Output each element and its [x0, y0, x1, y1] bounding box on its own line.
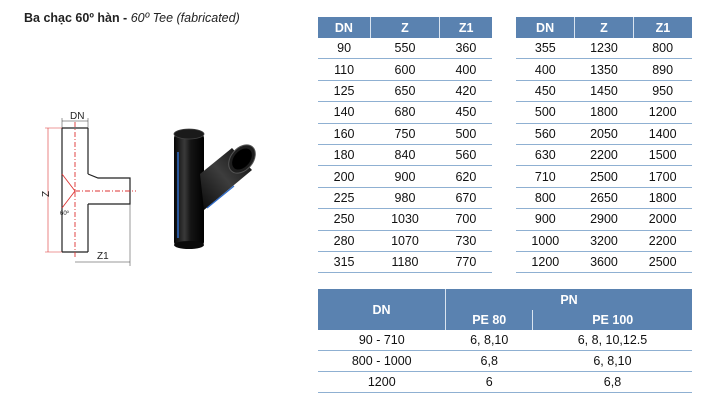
cell: 710 [516, 166, 575, 187]
col-header-z1: Z1 [633, 17, 692, 38]
cell: 950 [633, 80, 692, 101]
table-row [318, 351, 692, 372]
cell: 700 [440, 209, 492, 230]
col-header-dn: DN [516, 17, 575, 38]
cell: 840 [370, 144, 440, 165]
cell: 600 [370, 59, 440, 80]
cell: 160 [318, 123, 370, 144]
table-row [516, 230, 692, 251]
angle-label: 60º [60, 211, 69, 217]
cell: 125 [318, 80, 370, 101]
table-row [516, 59, 692, 80]
z-dimension-label: Z [41, 190, 52, 197]
col-header-z: Z [370, 17, 440, 38]
cell: 1180 [370, 251, 440, 272]
cell: 500 [516, 102, 575, 123]
table-row [318, 123, 492, 144]
cell: 3600 [575, 251, 634, 272]
cell: 2650 [575, 187, 634, 208]
table-row [318, 209, 492, 230]
cell: 140 [318, 102, 370, 123]
dimension-table-left [318, 17, 492, 273]
cell: 770 [440, 251, 492, 272]
cell: 890 [633, 59, 692, 80]
cell: 6, 8,10 [533, 351, 692, 372]
table-row [318, 251, 492, 272]
cell: 450 [440, 102, 492, 123]
cell: 3200 [575, 230, 634, 251]
col-header-z: Z [575, 17, 634, 38]
cell: 180 [318, 144, 370, 165]
table-row [318, 166, 492, 187]
cell: 110 [318, 59, 370, 80]
cell: 400 [516, 59, 575, 80]
cell: 315 [318, 251, 370, 272]
cell: 680 [370, 102, 440, 123]
cell: 2900 [575, 209, 634, 230]
cell: 90 [318, 38, 370, 59]
title-sub: 60º Tee (fabricated) [130, 11, 240, 25]
table-row [318, 38, 492, 59]
cell: 2050 [575, 123, 634, 144]
cell: 550 [370, 38, 440, 59]
cell: 1230 [575, 38, 634, 59]
cell: 670 [440, 187, 492, 208]
cell: 2200 [633, 230, 692, 251]
cell: 800 [633, 38, 692, 59]
pressure-rating-table [318, 289, 692, 393]
cell: 6, 8,10 [446, 330, 533, 351]
table-row [516, 102, 692, 123]
cell: 980 [370, 187, 440, 208]
table-row [318, 230, 492, 251]
cell: 6 [446, 372, 533, 393]
title-main: Ba chạc 60º hàn - [24, 11, 131, 25]
tee-product-photo [160, 122, 265, 250]
cell: 1070 [370, 230, 440, 251]
col-header-pn: PN [446, 289, 693, 310]
table-row [318, 372, 692, 393]
cell: 730 [440, 230, 492, 251]
cell: 90 - 710 [318, 330, 446, 351]
col-header-dn: DN [318, 17, 370, 38]
table-row [516, 166, 692, 187]
cell: 620 [440, 166, 492, 187]
page-title [24, 11, 240, 25]
table-row [318, 80, 492, 101]
cell: 1000 [516, 230, 575, 251]
table-row [516, 209, 692, 230]
table-row [318, 330, 692, 351]
table-row [516, 144, 692, 165]
cell: 1200 [318, 372, 446, 393]
cell: 800 [516, 187, 575, 208]
cell: 225 [318, 187, 370, 208]
cell: 280 [318, 230, 370, 251]
cell: 500 [440, 123, 492, 144]
z1-dimension-label: Z1 [97, 251, 109, 262]
table-row [516, 38, 692, 59]
cell: 6,8 [446, 351, 533, 372]
cell: 450 [516, 80, 575, 101]
dimension-table-right [516, 17, 692, 273]
table-row [318, 59, 492, 80]
cell: 750 [370, 123, 440, 144]
col-header-dn: DN [318, 289, 446, 330]
cell: 360 [440, 38, 492, 59]
cell: 6, 8, 10,12.5 [533, 330, 692, 351]
cell: 2000 [633, 209, 692, 230]
col-header-z1: Z1 [440, 17, 492, 38]
cell: 650 [370, 80, 440, 101]
table-row [516, 123, 692, 144]
cell: 250 [318, 209, 370, 230]
cell: 1200 [633, 102, 692, 123]
table-row [516, 80, 692, 101]
cell: 6,8 [533, 372, 692, 393]
cell: 2500 [633, 251, 692, 272]
cell: 1500 [633, 144, 692, 165]
cell: 900 [516, 209, 575, 230]
cell: 2500 [575, 166, 634, 187]
cell: 1350 [575, 59, 634, 80]
table-row [318, 187, 492, 208]
cell: 200 [318, 166, 370, 187]
cell: 400 [440, 59, 492, 80]
cell: 2200 [575, 144, 634, 165]
table-row [516, 251, 692, 272]
cell: 1800 [633, 187, 692, 208]
col-header-pe100: PE 100 [533, 310, 692, 330]
cell: 420 [440, 80, 492, 101]
table-row [318, 144, 492, 165]
cell: 355 [516, 38, 575, 59]
cell: 1450 [575, 80, 634, 101]
cell: 1200 [516, 251, 575, 272]
cell: 1400 [633, 123, 692, 144]
tee-technical-drawing [40, 112, 146, 270]
table-row [318, 102, 492, 123]
table-row [516, 187, 692, 208]
cell: 900 [370, 166, 440, 187]
cell: 560 [516, 123, 575, 144]
cell: 630 [516, 144, 575, 165]
cell: 800 - 1000 [318, 351, 446, 372]
col-header-pe80: PE 80 [446, 310, 533, 330]
cell: 1030 [370, 209, 440, 230]
cell: 1700 [633, 166, 692, 187]
cell: 560 [440, 144, 492, 165]
cell: 1800 [575, 102, 634, 123]
dn-dimension-label: DN [70, 112, 85, 122]
